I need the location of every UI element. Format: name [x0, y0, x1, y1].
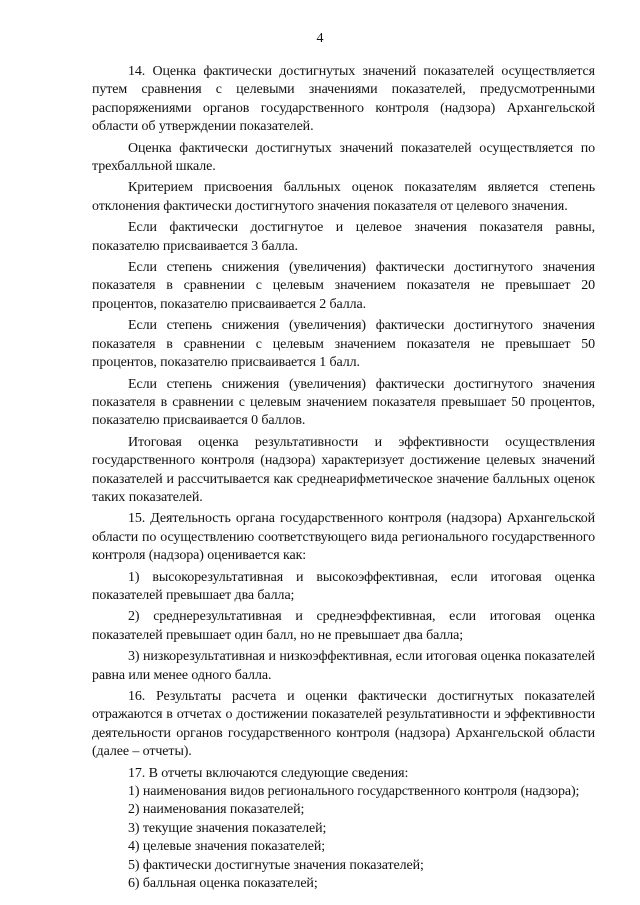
paragraph: 1) высокорезультативная и высокоэффективная, если итоговая оценка показателей превышает два балла; [92, 569, 595, 603]
paragraph: Если степень снижения (увеличения) фактически достигнутого значения показателя в сравнении с целевым значением показателя не превышает 20 процентов, показателю присваивается 2 балла. [92, 260, 595, 312]
paragraph: Оценка фактически достигнутых значений показателей осуществляется по трехбалльной шкале. [92, 140, 595, 175]
paragraph: 14. Оценка фактически достигнутых значений показателей осуществляется путем сравнения с целевыми значениями показателей, предусмотренными распоряжениями органов государственного контроля (надзора) Архангельской области об утверждении показателей. [92, 64, 595, 135]
page-number: 4 [316, 31, 324, 46]
paragraph: 15. Деятельность органа государственного контроля (надзора) Архангельской области по осуществлению соответствующего вида регионального государственного контроля (надзора) оценивается как: [92, 511, 595, 564]
paragraph: Если фактически достигнутое и целевое значения показателя равны, показателю присваивается 3 балла. [92, 220, 595, 254]
paragraph: Итоговая оценка результативности и эффективности осуществления государственного контроля (надзора) характеризует достижение целевых значений показателей и рассчитывается как среднеарифметическое значение балльных оценок таких показателей. [92, 434, 595, 505]
paragraph: 16. Результаты расчета и оценки фактически достигнутых показателей отражаются в отчетах о достижении показателей результативности и эффективности деятельности органов государственного контроля (надзора) Архангельской области (далее – отчеты). [92, 689, 595, 760]
list-item: 5) фактически достигнутые значения показателей; [128, 857, 424, 873]
paragraph: Если степень снижения (увеличения) фактически достигнутого значения показателя в сравнении с целевым значением показателя превышает 50 процентов, показателю присваивается 0 баллов. [92, 376, 595, 429]
paragraph: 17. В отчеты включаются следующие сведения: [128, 765, 409, 781]
list-item: 6) балльная оценка показателей; [128, 876, 318, 892]
paragraph: 3) низкорезультативная и низкоэффективная, если итоговая оценка показателей равна или менее одного балла. [92, 649, 595, 683]
document-body [92, 63, 595, 893]
list-item: 1) наименования видов регионального государственного контроля (надзора); [128, 784, 580, 800]
paragraph: Если степень снижения (увеличения) фактически достигнутого значения показателя в сравнении с целевым значением показателя не превышает 50 процентов, показателю присваивается 1 балл. [92, 318, 595, 371]
paragraph: 2) среднерезультативная и среднеэффективная, если итоговая оценка показателей превышает один балл, но не превышает два балла; [92, 609, 595, 643]
list-item: 3) текущие значения показателей; [128, 820, 327, 836]
list-item: 4) целевые значения показателей; [128, 839, 326, 855]
paragraph: Критерием присвоения балльных оценок показателям является степень отклонения фактически достигнутого значения показателя от целевого значения. [92, 180, 595, 214]
list-item: 2) наименования показателей; [128, 802, 305, 818]
